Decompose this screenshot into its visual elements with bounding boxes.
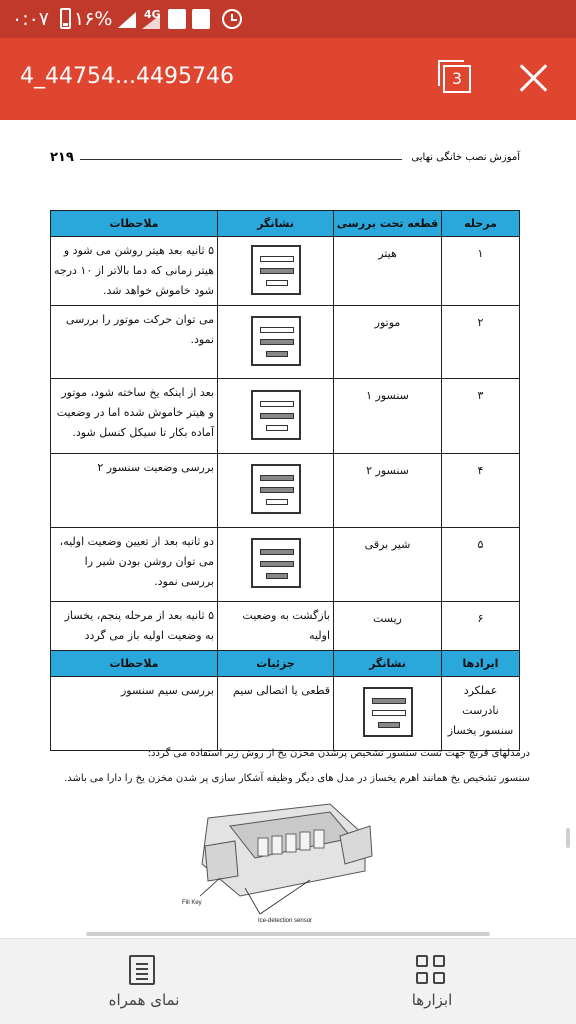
phone-icon: [192, 9, 210, 29]
page-header: [50, 150, 520, 170]
header-stage: مرحله: [442, 211, 520, 237]
part-name: هیتر: [334, 237, 442, 306]
header-rule: [80, 159, 402, 160]
stage-number: ۱: [442, 237, 520, 306]
table-row: [51, 379, 520, 454]
indicator-icon: [251, 538, 301, 588]
data-usage-icon: [168, 9, 186, 29]
fault-note: بررسی سیم سنسور: [51, 677, 218, 751]
tabs-icon[interactable]: [438, 60, 472, 94]
app-bar: [0, 38, 576, 120]
tab-count: 3: [443, 65, 471, 93]
mobile-view-button[interactable]: [0, 939, 288, 1024]
indicator-icon: [363, 687, 413, 737]
status-bar: [0, 0, 576, 38]
stage-number: ۳: [442, 379, 520, 454]
tools-button[interactable]: [288, 939, 576, 1024]
grid-icon: [416, 955, 446, 985]
indicator-cell: [218, 454, 334, 528]
indicator-cell: [218, 237, 334, 306]
network-type: 4G: [144, 8, 161, 21]
header-indicator: نشانگر: [218, 211, 334, 237]
part-name: موتور: [334, 306, 442, 379]
note-text: بعد از اینکه یخ ساخته شود، موتور و هیتر خاموش شده اما در وضعیت آماده بکار تا سیکل کنسل شود.: [51, 379, 218, 454]
table-row: [51, 528, 520, 602]
part-name: شیر برقی: [334, 528, 442, 602]
part-name: ریست: [334, 602, 442, 651]
note-text: ۵ ثانیه بعد هیتر روشن می شود و هیتر زمانی که دما بالاتر از ۱۰ درجه شود خاموش خواهد شد.: [51, 237, 218, 306]
part-name: سنسور ۲: [334, 454, 442, 528]
stage-number: ۲: [442, 306, 520, 379]
stage-number: ۴: [442, 454, 520, 528]
table-row: [51, 602, 520, 651]
indicator-cell: [334, 677, 442, 751]
note-text: می توان حرکت موتور را بررسی نمود.: [51, 306, 218, 379]
note-text: دو ثانیه بعد از تعیین وضعیت اولیه، می توان روشن بودن شیر را بررسی نمود.: [51, 528, 218, 602]
fault-name: عملکرد نادرست سنسور یخساز: [442, 677, 520, 751]
page-number: ۲۱۹: [50, 150, 74, 165]
header-notes: ملاحظات: [51, 211, 218, 237]
alarm-icon: [222, 9, 242, 29]
table-row: [51, 454, 520, 528]
stage-number: ۶: [442, 602, 520, 651]
indicator-text: بازگشت به وضعیت اولیه: [218, 602, 334, 651]
table-row: [51, 677, 520, 751]
book-title: آموزش نصب خانگی نهایی: [411, 152, 520, 163]
indicator-icon: [251, 245, 301, 295]
paragraph: سنسور تشخیص یخ همانند اهرم یخساز در مدل های دیگر وظیفه آشکار سازی پر شدن مخزن یخ را دارا می باشد.: [64, 773, 530, 784]
battery-icon: [60, 8, 71, 29]
header-faults: ایرادها: [442, 651, 520, 677]
part-name: سنسور ۱: [334, 379, 442, 454]
close-icon[interactable]: [516, 60, 552, 96]
bottom-nav: [0, 938, 576, 1024]
fault-detail: قطعی یا اتصالی سیم: [218, 677, 334, 751]
indicator-icon: [251, 464, 301, 514]
note-text: ۵ ثانیه بعد از مرحله پنجم، یخساز به وضعیت اولیه باز می گردد: [51, 602, 218, 651]
figure-label-fill-key: Fill Key: [182, 900, 202, 906]
battery-percent: ۱۶%: [74, 8, 113, 30]
header-details: جزئیات: [218, 651, 334, 677]
stage-number: ۵: [442, 528, 520, 602]
header-fault-notes: ملاحظات: [51, 651, 218, 677]
header-part: قطعه تحت بررسی: [334, 211, 442, 237]
signal-icon: [118, 12, 136, 28]
paragraph: درمدلهای فرنچ جهت تست سنسور تشخیص پرشدن مخزن یخ از روش زیر استفاده می گردد:: [147, 748, 530, 759]
figure-label-sensor: Ice-detection sensor: [258, 918, 313, 924]
ice-maker-figure: [180, 796, 375, 926]
vertical-scrollbar[interactable]: [566, 828, 570, 848]
document-icon: [129, 955, 155, 985]
indicator-cell: [218, 306, 334, 379]
horizontal-scrollbar[interactable]: [86, 932, 490, 936]
table-row: [51, 237, 520, 306]
indicator-icon: [251, 390, 301, 440]
document-page[interactable]: [0, 120, 576, 938]
mobile-view-label: نمای همراه: [108, 991, 180, 1009]
table-row: [51, 306, 520, 379]
note-text: بررسی وضعیت سنسور ۲: [51, 454, 218, 528]
tools-label: ابزارها: [411, 991, 453, 1009]
indicator-icon: [251, 316, 301, 366]
indicator-cell: [218, 528, 334, 602]
document-title: 4_44754...4495746: [20, 64, 234, 89]
header-fault-indicator: نشانگر: [334, 651, 442, 677]
test-steps-table: [50, 210, 520, 751]
status-time: ۰:۰۷: [12, 8, 50, 30]
indicator-cell: [218, 379, 334, 454]
